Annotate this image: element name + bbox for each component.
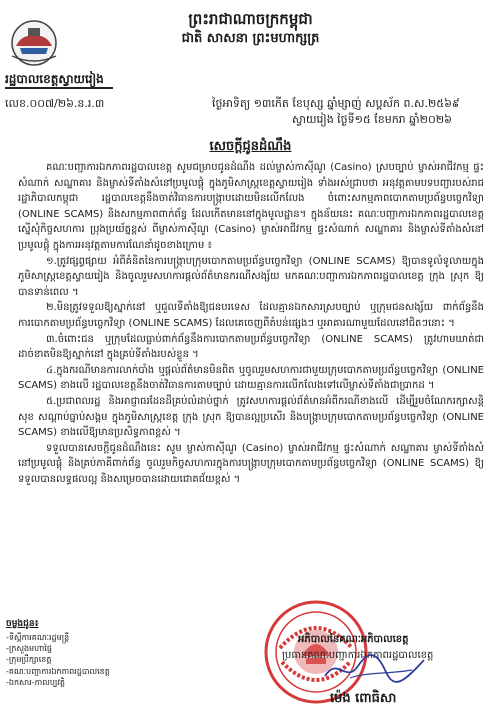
recipient-item: -ទីស្តីការគណៈរដ្ឋមន្ត្រី <box>6 633 70 642</box>
lunar-date: ថ្ងៃអាទិត្យ ១៣កើត ខែបុស្ស ឆ្នាំម្សាញ់ សប្តស័ក ព.ស.២៥៦៩ <box>212 97 460 110</box>
handwritten-signature <box>320 648 430 688</box>
provincial-emblem-logo <box>2 18 66 68</box>
closing-paragraph: ទទួលបានសេចក្តីជូនដំណឹងនេះ សូម ម្ចាស់កាស៊ីណូ (Casino) ម្ចាស់អាជីវកម្ម ផ្ទះសំណាក់ សណ្ឋាគារ ម្ចាស់ទីតាំងសំនៅប្រមូលផ្តុំ និងគ្រប់ភាគីពាក់ព័ន្ធ ចូលរួមកិច្ចសហការក្នុងការបង្ក្រាបក្រុមបោកតាមប្រព័ន្ធបច្ចេកវិទ្យា (ONLINE SCAMS) ឱ្យទទួលបានលទ្ធផលល្អ និងសម្រេចបានដោយជោគជ័យខ្ពស់ ។ <box>18 442 484 485</box>
signatory-role: ប្រធានគណៈបញ្ជាការឯកភាពរដ្ឋបាលខេត្ត <box>282 650 434 661</box>
issuing-authority: រដ្ឋបាលខេត្តស្វាយរៀង <box>5 72 104 86</box>
point-4: ៤.ក្នុងករណីមានការលាក់បាំង ឬផ្តល់ព័ត៌មានមិនពិត ឬចូលរួមសហការជាមួយក្រុមបោកតាមប្រព័ន្ធបច្ចេកវិទ្យា (ONLINE SCAMS) ខាងលើ រដ្ឋបាលខេត្តនឹងចាត់វិធានការតាមច្បាប់ ដោយគ្មានការលើកលែងទៅលើម្ចាស់ទីតាំងជាប្រាកដ ។ <box>18 364 484 392</box>
recipient-item: -ក្រុមប្រឹក្សាខេត្ត <box>6 655 52 665</box>
recipient-item: -ក្រសួងមហាផ្ទៃ <box>6 644 52 654</box>
intro-paragraph: គណៈបញ្ជាការឯកភាពរដ្ឋបាលខេត្ត សូមជម្រាបជូនដំណឹង ដល់ម្ចាស់កាស៊ីណូ (Casino) ស្របច្បាប់ ម្ចាស់អាជីវកម្ម ផ្ទះសំណាក់ សណ្ឋាគារ និងម្ចាស់ទីតាំងសំនៅប្រមូលផ្តុំ ក្នុងភូមិសាស្ត្រខេត្តស្វាយរៀង ទាំងអស់ជ្រាបថា អនុវត្តតាមបទបញ្ជារបស់រាជរដ្ឋាភិបាលកម្ពុជា រដ្ឋបាលខេត្តនឹងចាត់វិធានការបង្ក្រាបដោយមិនលើកលែង ចំពោះសកម្មភាពបោកតាមប្រព័ន្ធបច្ចេកវិទ្យា (ONLINE SCAMS) និងសកម្មភាពពាក់ព័ន្ធ ដែលកើតមាននៅក្នុងមូលដ្ឋាន។ ក្នុងន័យនេះ គណៈបញ្ជាការឯកភាពរដ្ឋបាលខេត្ត ស្នើសុំកិច្ចសហការ ប្រុងប្រយ័ត្នខ្ពស់ ពីម្ចាស់កាស៊ីណូ (Casino) ម្ចាស់អាជីវកម្ម ផ្ទះសំណាក់ សណ្ឋាគារ និងម្ចាស់ទីតាំងសំនៅប្រមូលផ្តុំ ក្នុងការអនុវត្តតាមការណែនាំដូចខាងក្រោម ៖ <box>18 162 484 251</box>
recipient-item: -ឯកសារ-កាលប្បវត្តិ <box>6 677 65 687</box>
authority-underline <box>5 87 113 89</box>
recipients-list <box>6 632 110 688</box>
reference-number: លេខ.០០៧/២៦.ន.រ.៣ <box>5 97 105 110</box>
point-5: ៥.ប្រជាពលរដ្ឋ និងអាជ្ញាធរដែនដីគ្រប់លំដាប់ថ្នាក់ ត្រូវសហការផ្តល់ព័ត៌មានអំពីករណីខាងលើ ដើម្បីរួមចំណែករក្សាសន្តិសុខ សណ្តាប់ធ្នាប់សង្គម ក្នុងភូមិសាស្ត្រខេត្ត ក្រុង ស្រុក ឱ្យបានល្អប្រសើរ និងបង្ក្រាបក្រុមបោកតាមប្រព័ន្ធបច្ចេកវិទ្យា (ONLINE SCAMS) ខាងលើឱ្យមានប្រសិទ្ធភាពខ្ពស់ ។ <box>18 395 484 439</box>
point-3: ៣.ចំពោះជន ឬក្រុមដែលធ្លាប់ពាក់ព័ន្ធនឹងការបោកតាមប្រព័ន្ធបច្ចេកវិទ្យា (ONLINE SCAMS) ត្រូវហាមឃាត់ជាដាច់ខាតមិនឱ្យស្នាក់នៅ ក្នុងគ្រប់ទីតាំងរបស់ខ្លួន ។ <box>18 333 484 361</box>
signatory-title: អភិបាលនៃគណៈអភិបាលខេត្ត <box>298 634 409 645</box>
national-motto: ជាតិ សាសនា ព្រះមហាក្សត្រ <box>181 31 320 46</box>
notice-title: សេចក្តីជូនដំណឹង <box>209 139 292 154</box>
recipients-heading: ចម្លងជូន៖ <box>6 619 39 629</box>
recipient-item: -គណៈបញ្ជាការឯកភាពរដ្ឋបាលខេត្ត <box>6 666 110 676</box>
notice-body <box>18 160 484 487</box>
solar-date: ស្វាយរៀង ថ្ងៃទី១៥ ខែមករា ឆ្នាំ២០២៦ <box>292 113 452 126</box>
point-2: ២.មិនត្រូវទទួលឱ្យស្នាក់នៅ ឬជួលទីតាំងឱ្យជនបរទេស ដែលគ្មានឯកសារស្របច្បាប់ ឬក្រុមជនសង្ស័យ ពាក់ព័ន្ធនឹងការបោកតាមប្រព័ន្ធបច្ចេកវិទ្យា (ONLINE SCAMS) ដែលគេចេញពីតំបន់ផ្សេងៗ ឬអាគារណាមួយដែលនៅជិតៗនោះ ។ <box>18 302 484 329</box>
point-1: ១.ត្រូវផ្សព្វផ្សាយ អំពីគំនិតនៃការបង្ក្រាបក្រុមបោកតាមប្រព័ន្ធបច្ចេកវិទ្យា (ONLINE SCAMS) ឱ្យបានទូលំទូលាយក្នុងភូមិសាស្ត្រខេត្តស្វាយរៀង និងចូលរួមសហការផ្តល់ព័ត៌មានករណីសង្ស័យ មកគណៈបញ្ជាការឯកភាពរដ្ឋបាលខេត្ត ក្រុង ស្រុក ឱ្យបានទាន់ពេល ។ <box>18 255 484 298</box>
kingdom-heading: ព្រះរាជាណាចក្រកម្ពុជា <box>188 10 313 28</box>
signatory-name: ម៉េង ពោធិសា <box>330 691 397 706</box>
